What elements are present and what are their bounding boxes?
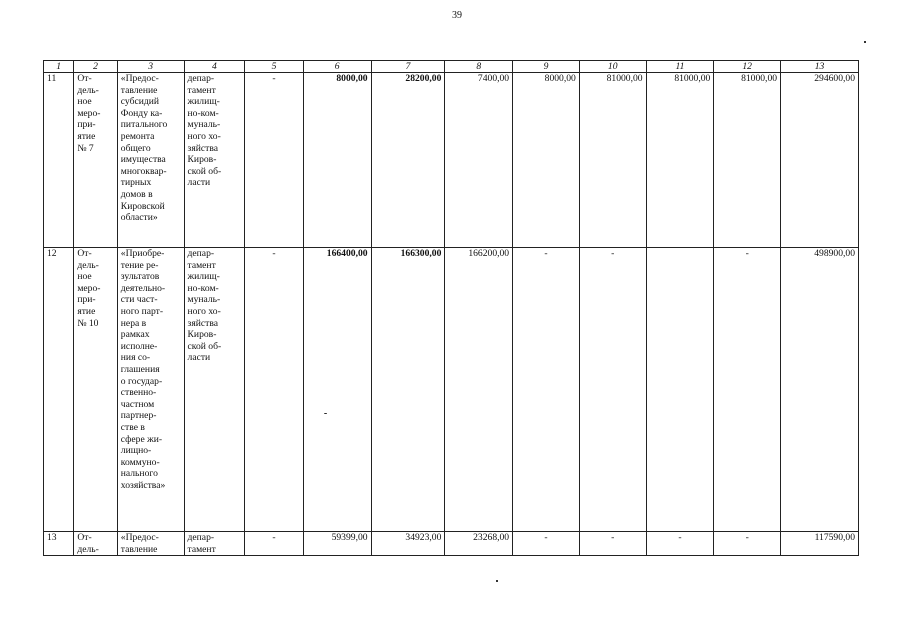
value-cell: -	[714, 248, 781, 532]
value-cell: 81000,00	[714, 73, 781, 248]
value-cell: 81000,00	[579, 73, 646, 248]
header-cell: 8	[445, 61, 513, 73]
value-cell: 8000,00	[303, 73, 371, 248]
data-table	[43, 60, 859, 556]
header-cell: 10	[579, 61, 646, 73]
header-cell: 11	[646, 61, 714, 73]
value-cell: 28200,00	[371, 73, 445, 248]
name-cell: «Предос- тавление субсидий Фонду ка- питального ремонта общего имущества многоквар- тирных домов в Кировской области»	[117, 73, 184, 248]
row-number: 12	[44, 248, 74, 532]
header-cell: 2	[74, 61, 117, 73]
header-cell: 1	[44, 61, 74, 73]
value-cell: -	[714, 532, 781, 556]
value-cell: -	[245, 532, 304, 556]
header-cell: 5	[245, 61, 304, 73]
header-cell: 3	[117, 61, 184, 73]
value-text: 166400,00	[326, 248, 368, 259]
header-cell: 9	[513, 61, 580, 73]
header-cell: 6	[303, 61, 371, 73]
table-row	[44, 73, 859, 248]
value-cell	[646, 248, 714, 532]
value-cell: 117590,00	[781, 532, 859, 556]
value-cell: 7400,00	[445, 73, 513, 248]
value-cell: 34923,00	[371, 532, 445, 556]
row-number: 13	[44, 532, 74, 556]
executor-cell: депар- тамент жилищ- но-ком- муналь- ного хо- зяйства Киров- ской об- ласти	[184, 73, 245, 248]
executor-cell: депар- тамент	[184, 532, 245, 556]
value-cell: -	[513, 532, 580, 556]
event-cell: От- дель- ное меро- при- ятие № 7	[74, 73, 117, 248]
table-row	[44, 248, 859, 532]
value-cell: -	[579, 248, 646, 532]
value-cell: 59399,00	[303, 532, 371, 556]
name-cell: «Предос- тавление	[117, 532, 184, 556]
value-cell: -	[245, 248, 304, 532]
event-cell: От- дель-	[74, 532, 117, 556]
executor-cell: депар- тамент жилищ- но-ком- муналь- ного хо- зяйства Киров- ской об- ласти	[184, 248, 245, 532]
value-cell: 166300,00	[371, 248, 445, 532]
value-cell: 23268,00	[445, 532, 513, 556]
value-cell: -	[579, 532, 646, 556]
page-number: 39	[452, 10, 462, 21]
header-cell: 4	[184, 61, 245, 73]
value-cell	[303, 248, 371, 532]
header-row	[44, 61, 859, 73]
header-cell: 13	[781, 61, 859, 73]
value-cell: 498900,00	[781, 248, 859, 532]
inner-dash: -	[323, 408, 328, 419]
event-cell: От- дель- ное меро- при- ятие № 10	[74, 248, 117, 532]
header-cell: 12	[714, 61, 781, 73]
value-cell: 8000,00	[513, 73, 580, 248]
stray-mark	[864, 41, 866, 43]
table-row	[44, 532, 859, 556]
value-cell: -	[513, 248, 580, 532]
value-cell: 166200,00	[445, 248, 513, 532]
row-number: 11	[44, 73, 74, 248]
stray-mark	[496, 580, 498, 582]
value-cell: -	[646, 532, 714, 556]
value-cell: 294600,00	[781, 73, 859, 248]
name-cell: «Приобре- тение ре- зультатов деятельно- сти част- ного парт- нера в рамках исполне- ния со- глашения о государ- ственно- частном партнер- стве в сфере жи- лищно- коммуно- нального хозяйства»	[117, 248, 184, 532]
header-cell: 7	[371, 61, 445, 73]
value-cell: -	[245, 73, 304, 248]
value-cell: 81000,00	[646, 73, 714, 248]
